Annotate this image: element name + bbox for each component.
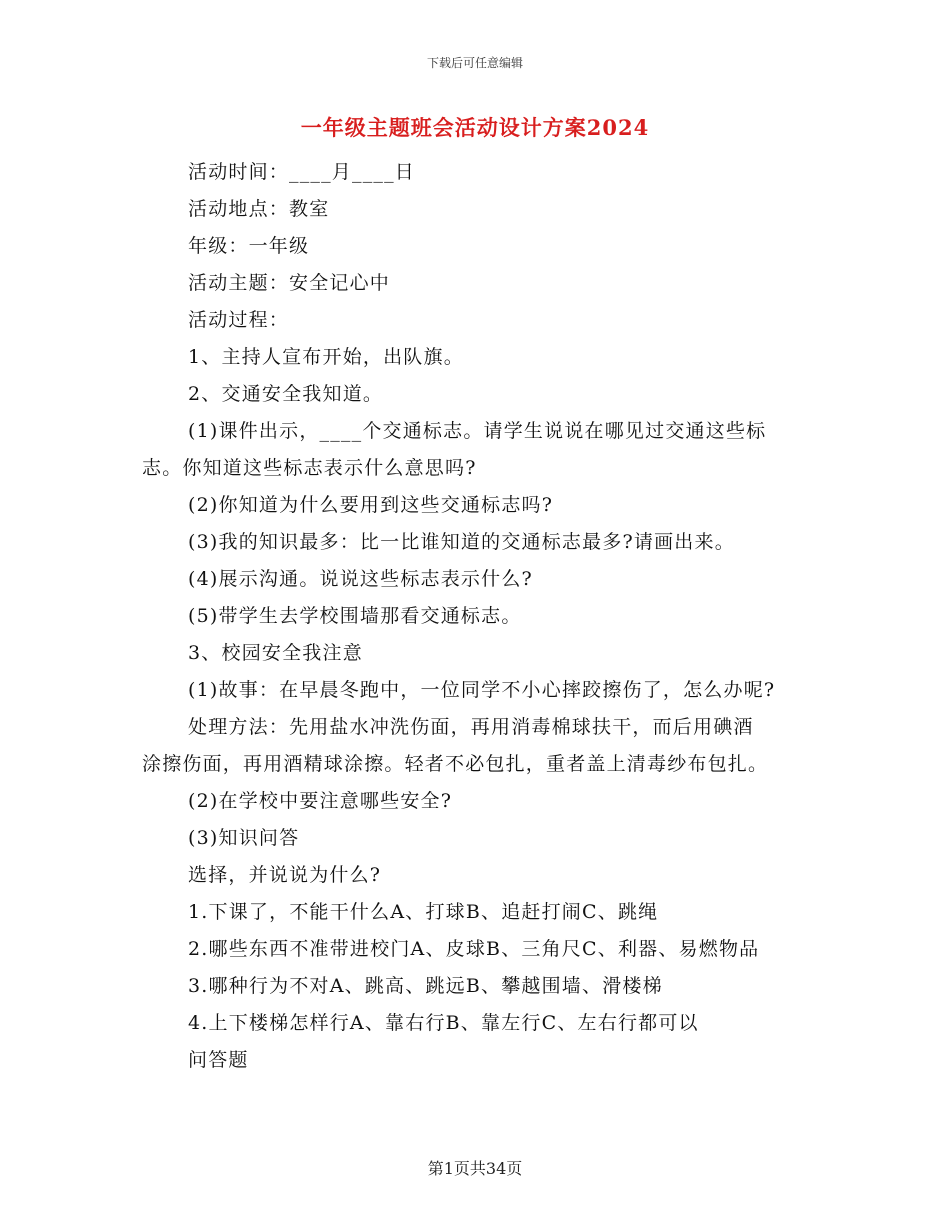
text-line: 涂擦伤面，再用酒精球涂擦。轻者不必包扎，重者盖上清毒纱布包扎。 — [142, 753, 769, 775]
text-line: 3.哪种行为不对A、跳高、跳远B、攀越围墙、滑楼梯 — [188, 975, 663, 997]
text-line: 2.哪些东西不准带进校门A、皮球B、三角尺C、利器、易燃物品 — [188, 938, 760, 960]
text-line: 1、主持人宣布开始，出队旗。 — [188, 346, 464, 368]
page-header: 下载后可任意编辑 — [426, 56, 523, 70]
text-line: 活动地点：教室 — [188, 198, 330, 220]
document-body — [142, 154, 822, 1079]
text-line: 活动时间：____月____日 — [188, 161, 416, 183]
page-footer: 第1页共34页 — [427, 1159, 523, 1178]
text-line: (2)在学校中要注意哪些安全? — [188, 790, 453, 812]
text-line: 2、交通安全我知道。 — [188, 383, 384, 405]
text-line: 3、校园安全我注意 — [188, 642, 363, 664]
text-line: (1)课件出示，____个交通标志。请学生说说在哪见过交通这些标 — [188, 420, 767, 442]
text-line: (4)展示沟通。说说这些标志表示什么? — [188, 568, 533, 590]
text-line: (2)你知道为什么要用到这些交通标志吗? — [188, 494, 554, 516]
text-line: 处理方法：先用盐水冲洗伤面，再用消毒棉球扶干，而后用碘酒 — [188, 716, 754, 738]
text-line: 1.下课了，不能干什么A、打球B、追赶打闹C、跳绳 — [188, 901, 659, 923]
text-line: (5)带学生去学校围墙那看交通标志。 — [188, 605, 522, 627]
text-line: 问答题 — [188, 1049, 249, 1071]
text-line: 选择，并说说为什么? — [188, 864, 382, 886]
text-line: 活动主题：安全记心中 — [188, 272, 391, 294]
text-line: (1)故事：在早晨冬跑中，一位同学不小心摔跤擦伤了，怎么办呢? — [188, 679, 776, 701]
text-line: (3)知识问答 — [188, 827, 300, 849]
document-title: 一年级主题班会活动设计方案2024 — [300, 115, 650, 140]
text-line: 志。你知道这些标志表示什么意思吗? — [142, 457, 477, 479]
text-line: (3)我的知识最多：比一比谁知道的交通标志最多?请画出来。 — [188, 531, 735, 553]
text-line: 4.上下楼梯怎样行A、靠右行B、靠左行C、左右行都可以 — [188, 1012, 699, 1034]
text-line: 活动过程： — [188, 309, 290, 331]
text-line: 年级：一年级 — [188, 235, 310, 257]
